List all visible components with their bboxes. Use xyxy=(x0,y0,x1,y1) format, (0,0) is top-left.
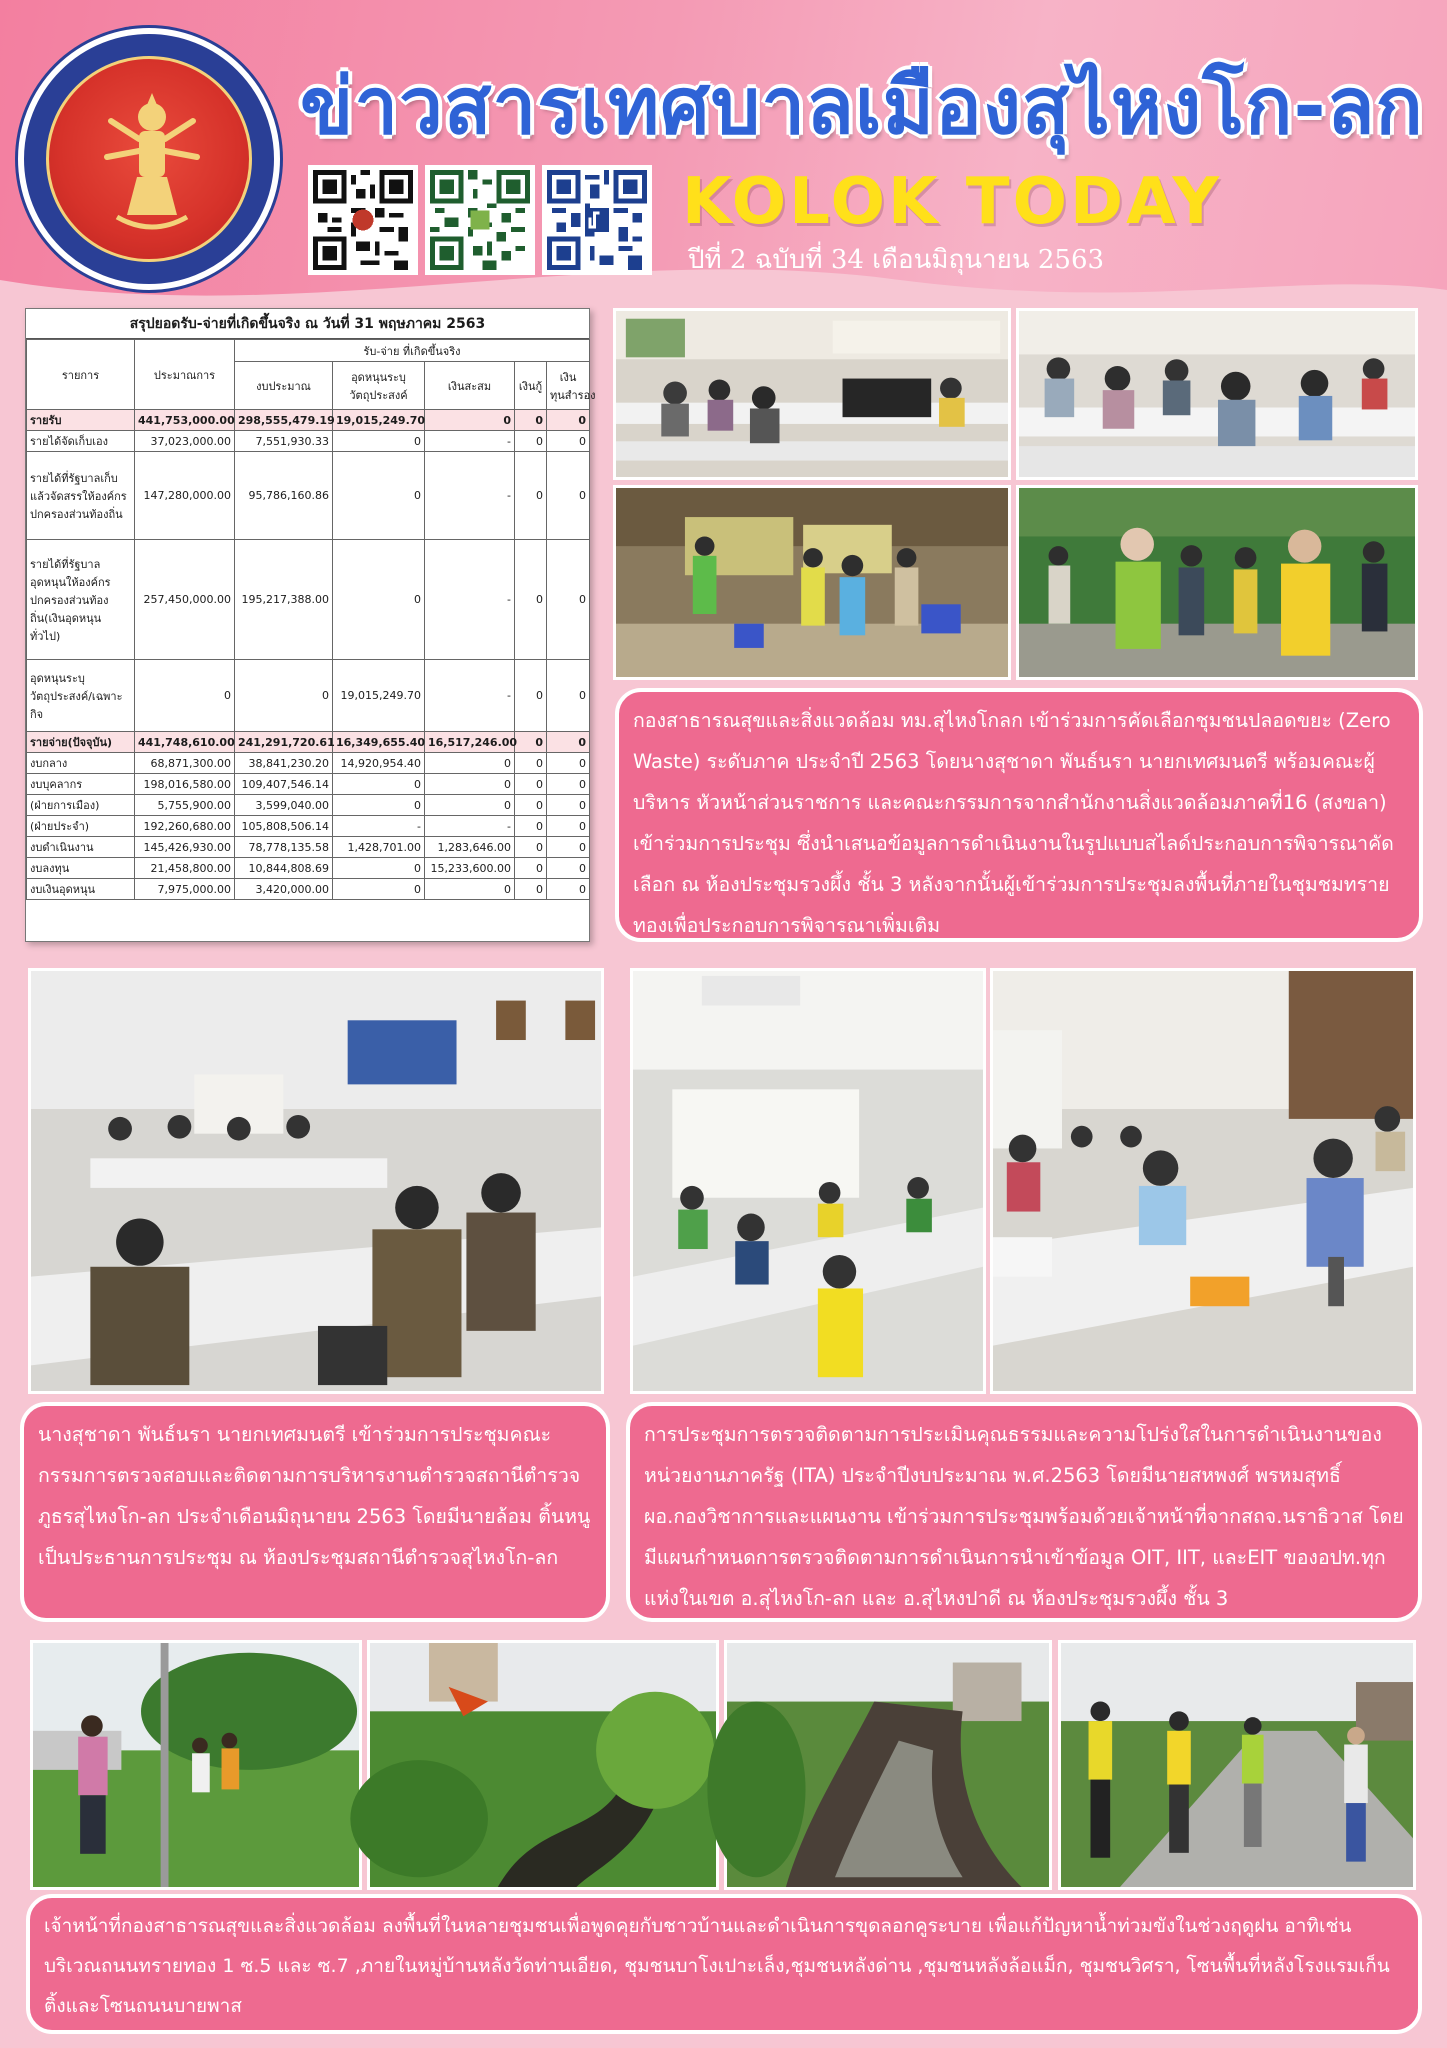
budget-cell: - xyxy=(425,660,515,732)
budget-cell: 195,217,388.00 xyxy=(235,540,333,660)
budget-table-title: สรุปยอดรับ-จ่ายที่เกิดขึ้นจริง ณ วันที่ 31 พฤษภาคม 2563 xyxy=(26,309,589,339)
budget-row xyxy=(27,795,590,816)
budget-cell: 0 xyxy=(547,540,590,660)
police-meeting-caption-text: นางสุชาดา พันธ์นรา นายกเทศมนตรี เข้าร่วมการประชุมคณะกรรมการตรวจสอบและติดตามการบริหารงานตำรวจสถานีตำรวจภูธรสุไหงโก-ลก ประจำเดือนมิถุนายน 2563 โดยมีนายล้อม ติ้นหนู เป็นประธานการประชุม ณ ห้องประชุมสถานีตำรวจสุไหงโก-ลก xyxy=(38,1423,591,1569)
budget-cell: 0 xyxy=(425,753,515,774)
budget-cell: 0 xyxy=(333,858,425,879)
budget-cell: 95,786,160.86 xyxy=(235,452,333,540)
budget-cell: 0 xyxy=(547,837,590,858)
col-header-item: รายการ xyxy=(27,340,135,410)
budget-row-label: รายได้จัดเก็บเอง xyxy=(27,431,135,452)
budget-cell: 0 xyxy=(425,795,515,816)
budget-cell: 0 xyxy=(515,452,547,540)
budget-cell: - xyxy=(425,452,515,540)
budget-cell: 0 xyxy=(515,837,547,858)
budget-cell: 19,015,249.70 xyxy=(333,660,425,732)
issue-info: ปีที่ 2 ฉบับที่ 34 เดือนมิถุนายน 2563 xyxy=(688,245,1105,275)
budget-cell: 0 xyxy=(515,879,547,900)
budget-row-label: (ฝ่ายการเมือง) xyxy=(27,795,135,816)
budget-cell: 0 xyxy=(333,452,425,540)
budget-cell: 1,283,646.00 xyxy=(425,837,515,858)
budget-row-label: รายได้ที่รัฐบาลเก็บแล้วจัดสรรให้องค์กรปกครองส่วนท้องถิ่น xyxy=(27,452,135,540)
drainage-caption-text: เจ้าหน้าที่กองสาธารณสุขและสิ่งแวดล้อม ลงพื้นที่ในหลายชุมชนเพื่อพูดคุยกับชาวบ้านและดำเนินการขุดลอกคูระบาย เพื่อแก้ปัญหาน้ำท่วมขังในช่วงฤดูฝน อาทิเช่น บริเวณถนนทรายทอง 1 ซ.5 และ ซ.7 ,ภายในหมู่บ้านหลังวัดท่านเอียด, ชุมชนบาโงเปาะเล็ง,ชุมชนหลังด่าน ,ชุมชนหลังล้อแม็ก, ชุมชนวิศรา, โซนพื้นที่หลังโรงแรมเก็นติ้งและโซนถนนบายพาส xyxy=(44,1915,1390,2017)
budget-row-label: งบกลาง xyxy=(27,753,135,774)
budget-cell: - xyxy=(425,431,515,452)
community-street-photo xyxy=(1058,1640,1416,1890)
budget-cell: 0 xyxy=(515,858,547,879)
budget-row-label: งบลงทุน xyxy=(27,858,135,879)
budget-cell: 298,555,479.19 xyxy=(235,410,333,431)
budget-cell: 19,015,249.70 xyxy=(333,410,425,431)
budget-row-label: งบบุคลากร xyxy=(27,774,135,795)
budget-cell: 0 xyxy=(547,410,590,431)
budget-cell: 68,871,300.00 xyxy=(135,753,235,774)
line-qr-icon[interactable] xyxy=(425,165,535,275)
budget-cell: 0 xyxy=(547,753,590,774)
budget-cell: 105,808,506.14 xyxy=(235,816,333,837)
budget-cell: 16,349,655.40 xyxy=(333,732,425,753)
budget-cell: 257,450,000.00 xyxy=(135,540,235,660)
budget-row-label: อุดหนุนระบุวัตถุประสงค์/เฉพาะกิจ xyxy=(27,660,135,732)
drainage-photo-2 xyxy=(724,1640,1052,1890)
budget-cell: 0 xyxy=(515,753,547,774)
meeting-photo-1 xyxy=(613,308,1011,480)
community-visit-photo-1 xyxy=(613,485,1011,680)
budget-row xyxy=(27,660,590,732)
budget-cell: 0 xyxy=(515,410,547,431)
budget-cell: 14,920,954.40 xyxy=(333,753,425,774)
col-header-reserve: เงินทุนสำรอง xyxy=(547,362,590,410)
budget-cell: 192,260,680.00 xyxy=(135,816,235,837)
meeting-photo-2 xyxy=(1016,308,1418,480)
budget-cell: 16,517,246.00 xyxy=(425,732,515,753)
budget-cell: - xyxy=(425,816,515,837)
budget-cell: 441,748,610.00 xyxy=(135,732,235,753)
budget-cell: 0 xyxy=(515,795,547,816)
budget-cell: 0 xyxy=(547,795,590,816)
budget-cell: 0 xyxy=(515,660,547,732)
budget-cell: 7,975,000.00 xyxy=(135,879,235,900)
field-inspection-photo-1 xyxy=(30,1640,362,1890)
facebook-qr-icon[interactable] xyxy=(542,165,652,275)
budget-cell: 241,291,720.61 xyxy=(235,732,333,753)
budget-cell: 0 xyxy=(515,431,547,452)
community-visit-photo-2 xyxy=(1016,485,1418,680)
budget-cell: 0 xyxy=(333,774,425,795)
budget-cell: 0 xyxy=(425,879,515,900)
budget-row-label: (ฝ่ายประจำ) xyxy=(27,816,135,837)
budget-cell: 198,016,580.00 xyxy=(135,774,235,795)
police-meeting-photo xyxy=(28,968,604,1394)
budget-cell: 0 xyxy=(333,879,425,900)
budget-row xyxy=(27,774,590,795)
police-meeting-caption xyxy=(20,1402,610,1622)
municipal-seal-logo xyxy=(18,28,280,290)
budget-row-label: รายจ่าย(ปัจจุบัน) xyxy=(27,732,135,753)
drainage-photo-1 xyxy=(367,1640,719,1890)
budget-row xyxy=(27,431,590,452)
budget-row-label: รายได้ที่รัฐบาลอุดหนุนให้องค์กรปกครองส่วนท้องถิ่น(เงินอุดหนุนทั่วไป) xyxy=(27,540,135,660)
budget-row xyxy=(27,410,590,431)
budget-row xyxy=(27,858,590,879)
budget-cell: 1,428,701.00 xyxy=(333,837,425,858)
budget-cell: 15,233,600.00 xyxy=(425,858,515,879)
budget-cell: 7,551,930.33 xyxy=(235,431,333,452)
budget-row-label: รายรับ xyxy=(27,410,135,431)
budget-row xyxy=(27,879,590,900)
budget-cell: 5,755,900.00 xyxy=(135,795,235,816)
budget-cell: 145,426,930.00 xyxy=(135,837,235,858)
deity-emblem-icon xyxy=(97,87,207,237)
budget-cell: 0 xyxy=(333,795,425,816)
budget-cell: 0 xyxy=(547,858,590,879)
budget-cell: 0 xyxy=(547,774,590,795)
ita-caption-text: การประชุมการตรวจติดตามการประเมินคุณธรรมและความโปร่งใสในการดำเนินงานของหน่วยงานภาครัฐ (ITA) ประจำปีงบประมาณ พ.ศ.2563 โดยมีนายสหพงศ์ พรหมสุทธิ์ ผอ.กองวิชาการและแผนงาน เข้าร่วมการประชุมพร้อมด้วยเจ้าหน้าที่จากสถจ.นราธิวาส โดยมีแผนกำหนดการตรวจติดตามการดำเนินการนำเข้าข้อมูล OIT, IIT, และEIT ของอปท.ทุกแห่งในเขต อ.สุไหงโก-ลก และ อ.สุไหงปาดี ณ ห้องประชุมรวงผึ้ง ชั้น 3 xyxy=(644,1423,1404,1610)
budget-cell: 0 xyxy=(425,774,515,795)
budget-table xyxy=(26,339,596,900)
budget-cell: 38,841,230.20 xyxy=(235,753,333,774)
ita-meeting-photo-1 xyxy=(630,968,986,1394)
budget-cell: 0 xyxy=(547,660,590,732)
budget-cell: 0 xyxy=(547,816,590,837)
zero-waste-caption xyxy=(615,688,1423,942)
newsletter-title: ข่าวสารเทศบาลเมืองสุไหงโก-ลก xyxy=(300,62,1424,152)
ita-meeting-photo-2 xyxy=(990,968,1416,1394)
budget-cell: 0 xyxy=(547,452,590,540)
budget-row xyxy=(27,816,590,837)
budget-cell: 10,844,808.69 xyxy=(235,858,333,879)
budget-row xyxy=(27,732,590,753)
brand-english: KOLOK TODAY xyxy=(682,165,1222,239)
budget-cell: 0 xyxy=(333,540,425,660)
budget-cell: 109,407,546.14 xyxy=(235,774,333,795)
budget-cell: 0 xyxy=(547,431,590,452)
col-header-loan: เงินกู้ xyxy=(515,362,547,410)
col-header-budget: งบประมาณ xyxy=(235,362,333,410)
budget-row-label: งบเงินอุดหนุน xyxy=(27,879,135,900)
budget-row xyxy=(27,540,590,660)
budget-cell: 0 xyxy=(135,660,235,732)
ita-caption xyxy=(626,1402,1422,1622)
zero-waste-caption-text: กองสาธารณสุขและสิ่งแวดล้อม ทม.สุไหงโกลก เข้าร่วมการคัดเลือกชุมชนปลอดขยะ (Zero Waste) ระดับภาค ประจำปี 2563 โดยนางสุชาดา พันธ์นรา นายกเทศมนตรี พร้อมคณะผู้บริหาร หัวหน้าส่วนราชการ และคณะกรรมการจากสำนักงานสิ่งแวดล้อมภาคที่16 (สงขลา) เข้าร่วมการประชุม ซึ่งนำเสนอข้อมูลการดำเนินงานในรูปแบบสไลด์ประกอบการพิจารณาคัดเลือก ณ ห้องประชุมรวงผึ้ง ชั้น 3 หลังจากนั้นผู้เข้าร่วมการประชุมลงพื้นที่ภายในชุมชมทรายทองเพื่อประกอบการพิจารณาเพิ่มเติม xyxy=(633,709,1394,937)
budget-cell: 3,599,040.00 xyxy=(235,795,333,816)
budget-cell: 3,420,000.00 xyxy=(235,879,333,900)
website-qr-icon[interactable] xyxy=(308,165,418,275)
budget-cell: 21,458,800.00 xyxy=(135,858,235,879)
budget-cell: 0 xyxy=(515,816,547,837)
budget-cell: 0 xyxy=(425,410,515,431)
drainage-caption xyxy=(26,1894,1422,2034)
budget-cell: 0 xyxy=(515,774,547,795)
budget-cell: 0 xyxy=(235,660,333,732)
col-header-subsidy: อุดหนุนระบุวัตถุประสงค์ xyxy=(333,362,425,410)
budget-row xyxy=(27,837,590,858)
col-header-estimate: ประมาณการ xyxy=(135,340,235,410)
budget-cell: 78,778,135.58 xyxy=(235,837,333,858)
budget-cell: 147,280,000.00 xyxy=(135,452,235,540)
budget-cell: - xyxy=(425,540,515,660)
budget-cell: 0 xyxy=(547,879,590,900)
budget-cell: 0 xyxy=(515,540,547,660)
budget-cell: 0 xyxy=(547,732,590,753)
budget-row xyxy=(27,452,590,540)
col-group-actual: รับ-จ่าย ที่เกิดขึ้นจริง xyxy=(235,340,590,362)
budget-cell: 441,753,000.00 xyxy=(135,410,235,431)
budget-row xyxy=(27,753,590,774)
col-header-savings: เงินสะสม xyxy=(425,362,515,410)
budget-row-label: งบดำเนินงาน xyxy=(27,837,135,858)
budget-cell: 0 xyxy=(515,732,547,753)
budget-cell: 0 xyxy=(333,431,425,452)
budget-summary-table xyxy=(25,308,596,942)
budget-cell: - xyxy=(333,816,425,837)
budget-cell: 37,023,000.00 xyxy=(135,431,235,452)
